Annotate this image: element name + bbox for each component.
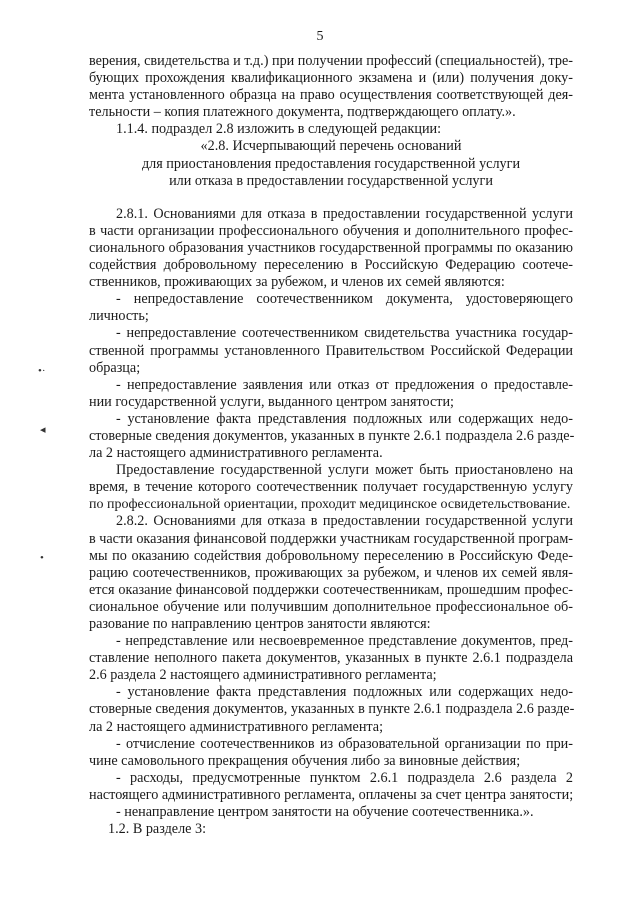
text-line: сиональное обучение или получившим дополнительное профессиональное об- xyxy=(89,598,573,615)
text-line: - расходы, предусмотренные пунктом 2.6.1 подраздела 2.6 раздела 2 xyxy=(116,769,573,786)
text-line: стоверные сведения документов, указанных в пункте 2.6.1 подраздела 2.6 разде- xyxy=(89,427,575,444)
text-line: - установление факта представления подложных или содержащих недо- xyxy=(116,410,573,427)
text-line: верения, свидетельства и т.д.) при получении профессий (специальностей), тре- xyxy=(89,53,573,69)
text-line: мента установленного образца на право осуществления соответствующей дея- xyxy=(89,87,573,104)
text-line: - непредоставление заявления или отказ от предложения о предоставле- xyxy=(116,376,573,393)
text-line: ла 2 настоящего административного регламента; xyxy=(89,718,384,735)
text-line: ется оказание финансовой поддержки соотечественникам, прошедшим профес- xyxy=(89,581,573,598)
text-line: по профессиональной ориентации, проходит медицинское освидетельствование. xyxy=(89,497,571,513)
text-line: Предоставление государственной услуги может быть приостановлено на xyxy=(116,462,573,479)
text-line: - ненаправление центром занятости на обучение соотечественника.». xyxy=(116,804,534,821)
text-line: нии государственной услуги, выданного центром занятости; xyxy=(89,393,454,410)
text-line: личность; xyxy=(89,308,149,325)
text-line: 1.1.4. подраздел 2.8 изложить в следующей редакции: xyxy=(116,121,442,138)
text-line: содействия добровольному переселению в Российскую Федерацию соотече- xyxy=(89,257,573,274)
text-line: 2.6 раздела 2 настоящего административного регламента; xyxy=(89,667,437,684)
text-line: сионального образования участников государственной программы по оказанию xyxy=(89,239,573,256)
text-line: ственников, проживающих за рубежом, и членов их семей являются: xyxy=(89,274,505,291)
text-line: 1.2. В разделе 3: xyxy=(108,821,207,838)
text-line: ла 2 настоящего административного регламента. xyxy=(89,445,383,462)
text-line: 2.8.2. Основаниями для отказа в предоставлении государственной услуги xyxy=(116,513,573,530)
text-line: ставление неполного пакета документов, указанных в пункте 2.6.1 подраздела xyxy=(89,650,573,667)
text-line: или отказа в предоставлении государственной услуги xyxy=(169,172,493,189)
text-line: в части организации профессионального обучения и дополнительного профес- xyxy=(89,222,573,239)
text-line: рацию соотечественников, проживающих за рубежом, и членов их семей явля- xyxy=(89,564,573,581)
text-line: стоверные сведения документов, указанных в пункте 2.6.1 подраздела 2.6 разде- xyxy=(89,701,575,718)
scan-speck: •· xyxy=(38,365,46,377)
text-line: время, в течение которого соотечественник получает государственную услугу xyxy=(89,479,573,496)
text-line: мы по оказанию содействия добровольному переселению в Российскую Феде- xyxy=(89,547,573,564)
text-line: бующих прохождения квалификационного экзамена и (или) получения доку- xyxy=(89,70,573,87)
scan-speck: ◂ xyxy=(40,424,46,436)
text-line: - непредставление или несвоевременное представление документов, пред- xyxy=(116,633,573,650)
text-line: 2.8.1. Основаниями для отказа в предоставлении государственной услуги xyxy=(116,205,573,222)
text-line: - непредоставление соотечественником документа, удостоверяющего xyxy=(116,291,573,308)
text-line: образца; xyxy=(89,359,141,376)
text-line: разование по направлению центров занятости являются: xyxy=(89,616,431,632)
text-line: в части оказания финансовой поддержки участникам государственной програм- xyxy=(89,530,574,547)
page-number: 5 xyxy=(316,29,324,44)
text-line: чине самовольного прекращения обучения либо за виновные действия; xyxy=(89,752,521,769)
text-line: настоящего административного регламента, оплачены за счет центра занятости; xyxy=(89,786,574,803)
text-line: ственной программы установленного Правительством Российской Федерации xyxy=(89,342,573,359)
document-body xyxy=(89,53,573,838)
text-line: тельности – копия платежного документа, подтверждающего оплату.». xyxy=(89,104,516,121)
text-line: - непредоставление соотечественником свидетельства участника государ- xyxy=(116,325,573,342)
scan-speck: • xyxy=(40,552,44,564)
text-line: - отчисление соотечественников из образовательной организации по при- xyxy=(116,735,573,752)
text-line: - установление факта представления подложных или содержащих недо- xyxy=(116,684,573,701)
text-line: для приостановления предоставления государственной услуги xyxy=(141,155,521,172)
text-line: «2.8. Исчерпывающий перечень оснований xyxy=(200,138,462,155)
block-gap xyxy=(89,190,573,206)
